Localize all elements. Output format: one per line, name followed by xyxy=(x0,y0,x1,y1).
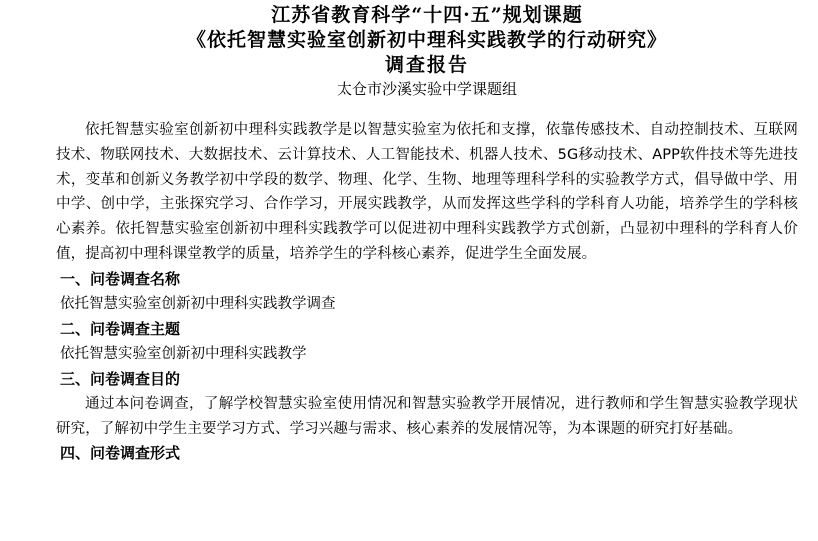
report-title-line1: 江苏省教育科学“十四·五”规划课题 xyxy=(271,4,583,26)
section-3-text: 通过本问卷调查，了解学校智慧实验室使用情况和智慧实验教学开展情况，进行教师和学生智慧实验教学现状研究，了解初中学生主要学习方式、学习兴趣与需求、核心素养的发展情况等，为本课题的研究打好基础。 xyxy=(56,395,798,437)
section-2-heading: 二、问卷调查主题 xyxy=(60,319,181,338)
document-page xyxy=(0,4,818,541)
report-title-line2: 《依托智慧实验室创新初中理科实践教学的行动研究》 xyxy=(186,29,667,51)
report-author: 太仓市沙溪实验中学课题组 xyxy=(336,80,517,98)
section-1-text: 依托智慧实验室创新初中理科实践教学调查 xyxy=(60,295,336,312)
report-title-line3: 调查报告 xyxy=(384,54,469,76)
section-1-heading: 一、问卷调查名称 xyxy=(60,269,181,288)
section-3-heading: 三、问卷调查目的 xyxy=(60,369,181,388)
section-4-heading: 四、问卷调查形式 xyxy=(60,444,181,463)
section-2-text: 依托智慧实验室创新初中理科实践教学 xyxy=(60,345,307,362)
intro-paragraph: 依托智慧实验室创新初中理科实践教学是以智慧实验室为依托和支撑，依靠传感技术、自动控制技术、互联网技术、物联网技术、大数据技术、云计算技术、人工智能技术、机器人技术、5G移动技术、APP软件技术等先进技术，变革和创新义务教学初中学段的数学、物理、化学、生物、地理等理科学科的实验教学方式，倡导做中学、用中学、创中学，主张探究学习、合作学习，开展实践教学，从而发挥这些学科的学科育人功能，培养学生的学科核心素养。依托智慧实验室创新初中理科实践教学可以促进初中理科实践教学方式创新，凸显初中理科的学科育人价值，提高初中理科课堂教学的质量，培养学生的学科核心素养，促进学生全面发展。 xyxy=(56,122,798,262)
